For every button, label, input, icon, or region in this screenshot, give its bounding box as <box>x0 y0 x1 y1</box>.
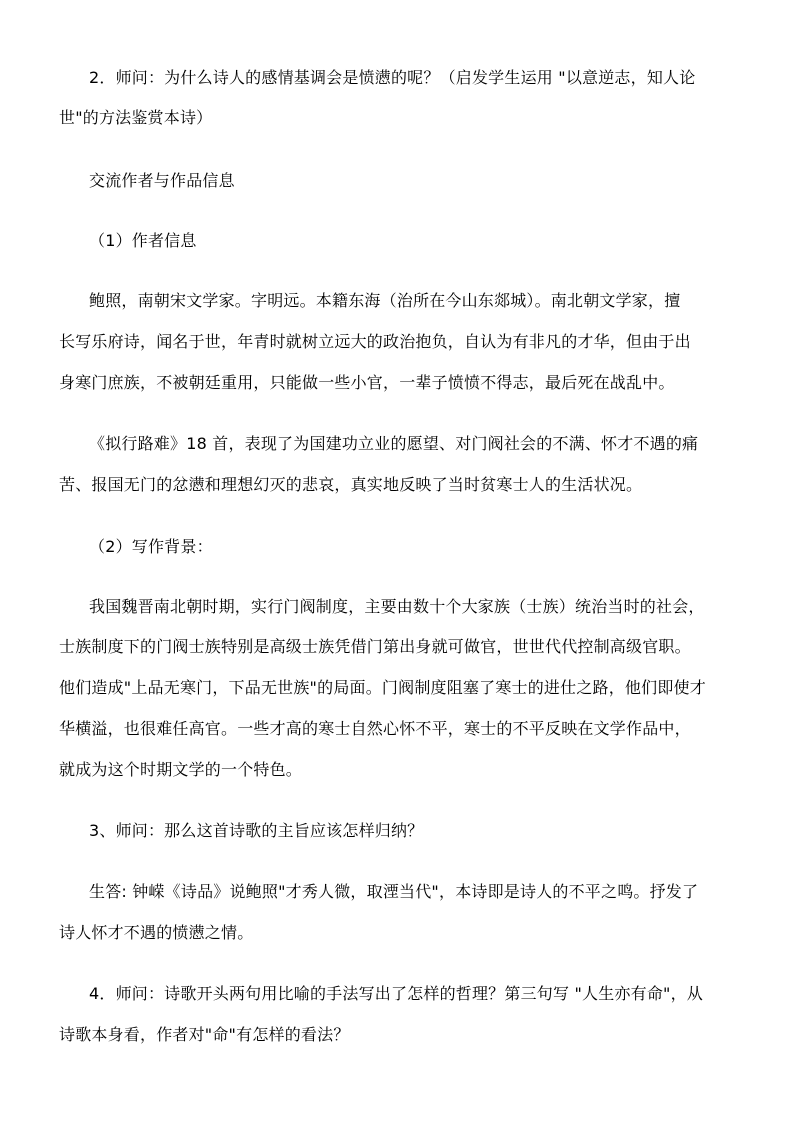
background-paragraph-line-4: 华横溢，也很难任高官。一些才高的寒士自然心怀不平，寒士的不平反映在文学作品中， <box>59 719 691 738</box>
subheading-background: （2）写作背景： <box>89 537 213 556</box>
subheading-author-info: （1）作者信息 <box>89 231 197 250</box>
author-paragraph-line-1: 鲍照，南朝宋文学家。字明远。本籍东海（治所在今山东郯城）。南北朝文学家，擅 <box>89 291 681 310</box>
works-paragraph-line-2: 苦、报国无门的忿懑和理想幻灭的悲哀，真实地反映了当时贫寒士人的生活状况。 <box>59 475 643 494</box>
author-paragraph-line-2: 长写乐府诗，闻名于世，年青时就树立远大的政治抱负，自认为有非凡的才华，但由于出 <box>59 332 691 351</box>
background-paragraph-line-3: 他们造成"上品无寒门，下品无世族"的局面。门阀制度阻塞了寒士的进仕之路，他们即使才 <box>59 678 706 697</box>
background-paragraph-line-5: 就成为这个时期文学的一个特色。 <box>59 760 303 779</box>
background-paragraph-line-1: 我国魏晋南北朝时期，实行门阀制度，主要由数十个大家族（士族）统治当时的社会， <box>89 597 705 616</box>
works-paragraph-line-1: 《拟行路难》18 首，表现了为国建功立业的愿望、对门阀社会的不满、怀才不遇的痛 <box>89 434 699 453</box>
author-paragraph-line-3: 身寒门庶族，不被朝廷重用，只能做一些小官，一辈子愤愤不得志，最后死在战乱中。 <box>59 373 675 392</box>
answer-line-1: 生答: 钟嵘《诗品》说鲍照"才秀人微，取湮当代"，本诗即是诗人的不平之鸣。抒发了 <box>89 882 699 901</box>
section-heading-exchange: 交流作者与作品信息 <box>89 171 235 190</box>
answer-line-2: 诗人怀才不遇的愤懑之情。 <box>59 923 254 942</box>
question-4-line-2: 诗歌本身看，作者对"命"有怎样的看法？ <box>59 1025 350 1044</box>
background-paragraph-line-2: 士族制度下的门阀士族特别是高级士族凭借门第出身就可做官，世世代代控制高级官职。 <box>59 637 691 656</box>
question-4-line-1: 4．师问：诗歌开头两句用比喻的手法写出了怎样的哲理？第三句写 "人生亦有命"，从 <box>89 984 703 1003</box>
question-2-line-1: 2．师问：为什么诗人的感情基调会是愤懑的呢？（启发学生运用 "以意逆志，知人论 <box>89 68 696 87</box>
question-3: 3、师问：那么这首诗歌的主旨应该怎样归纳？ <box>89 821 424 840</box>
question-2-line-2: 世"的方法鉴赏本诗） <box>59 108 213 127</box>
